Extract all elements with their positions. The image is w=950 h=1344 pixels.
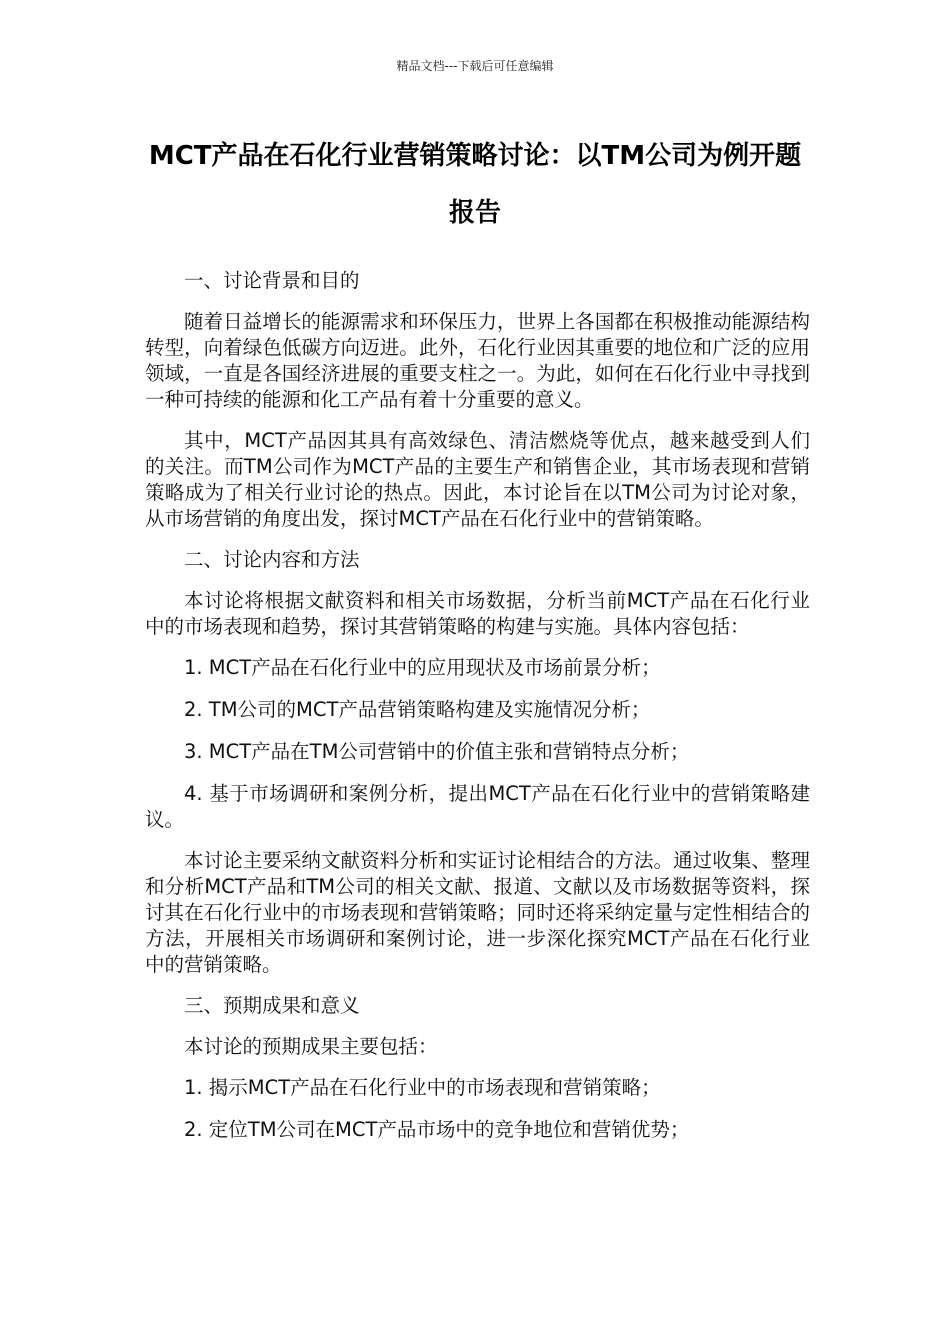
document-body [145, 268, 810, 1159]
section-heading-3: 三、预期成果和意义 [184, 994, 360, 1017]
document-title: MCT产品在石化行业营销策略讨论：以TM公司为例开题报告 [148, 141, 802, 228]
list-item: 4. 基于市场调研和案例分析，提出MCT产品在石化行业中的营销策略建议。 [145, 782, 810, 831]
paragraph: 本讨论将根据文献资料和相关市场数据，分析当前MCT产品在石化行业中的市场表现和趋势，探讨其营销策略的构建与实施。具体内容包括： [145, 589, 810, 638]
section-heading-2: 二、讨论内容和方法 [184, 548, 360, 571]
list-item: 1. MCT产品在石化行业中的应用现状及市场前景分析； [184, 656, 661, 679]
paragraph: 本讨论主要采纳文献资料分析和实证讨论相结合的方法。通过收集、整理和分析MCT产品和TM公司的相关文献、报道、文献以及市场数据等资料，探讨其在石化行业中的市场表现和营销策略；同时还将采纳定量与定性相结合的方法，开展相关市场调研和案例讨论，进一步深化探究MCT产品在石化行业中的营销策略。 [145, 849, 810, 976]
list-item: 2. TM公司的MCT产品营销策略构建及实施情况分析； [184, 698, 651, 721]
list-item: 2. 定位TM公司在MCT产品市场中的竞争地位和营销优势； [184, 1118, 690, 1141]
list-item: 3. MCT产品在TM公司营销中的价值主张和营销特点分析； [184, 740, 690, 763]
paragraph: 其中，MCT产品因其具有高效绿色、清洁燃烧等优点，越来越受到人们的关注。而TM公司作为MCT产品的主要生产和销售企业，其市场表现和营销策略成为了相关行业讨论的热点。因此，本讨论旨在以TM公司为讨论对象，从市场营销的角度出发，探讨MCT产品在石化行业中的营销策略。 [145, 429, 810, 530]
section-heading-1: 一、讨论背景和目的 [184, 269, 360, 292]
list-item: 1. 揭示MCT产品在石化行业中的市场表现和营销策略； [184, 1076, 661, 1099]
paragraph: 随着日益增长的能源需求和环保压力，世界上各国都在积极推动能源结构转型，向着绿色低碳方向迈进。此外，石化行业因其重要的地位和广泛的应用领域，一直是各国经济进展的重要支柱之一。为此，如何在石化行业中寻找到一种可持续的能源和化工产品有着十分重要的意义。 [145, 310, 810, 411]
page-header: 精品文档---下载后可任意编辑 [396, 59, 554, 73]
paragraph: 本讨论的预期成果主要包括： [184, 1035, 438, 1058]
